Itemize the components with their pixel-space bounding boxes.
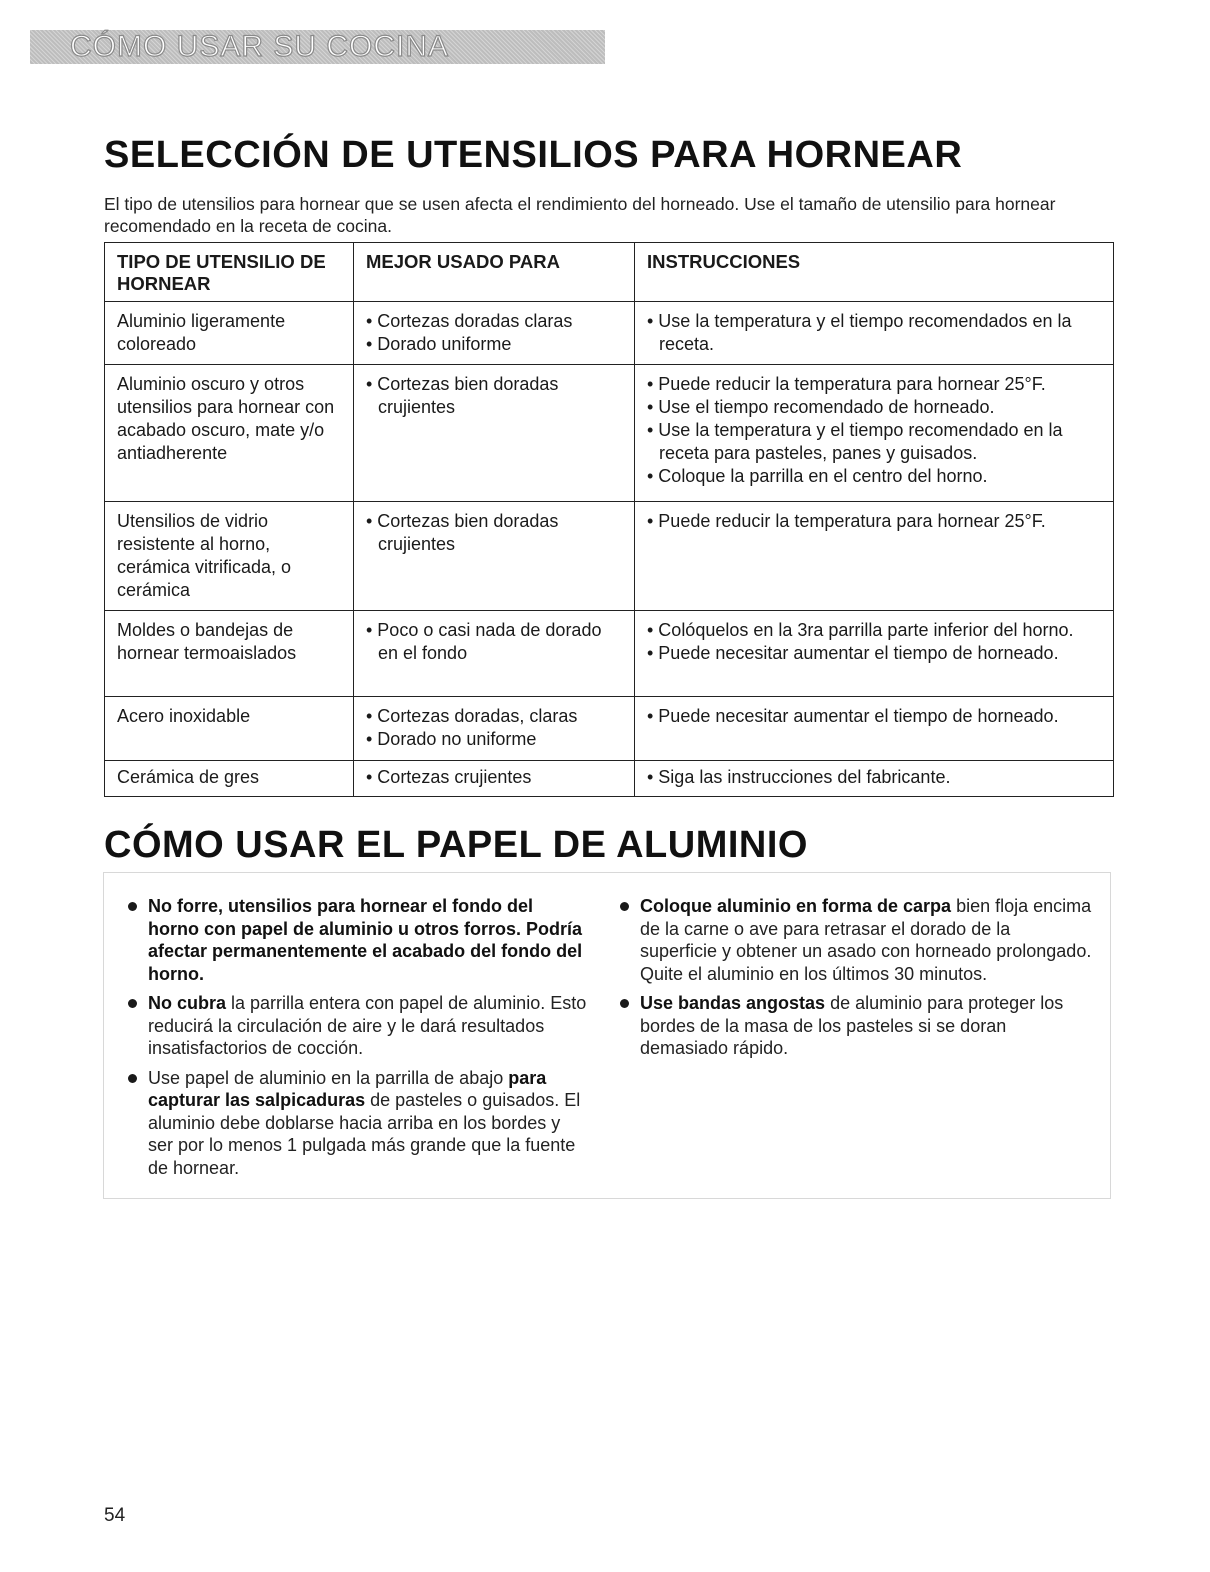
column-header-type: TIPO DE UTENSILIO DE HORNEAR: [105, 243, 354, 302]
list-item: [618, 895, 1092, 985]
cell-instructions: [635, 611, 1114, 697]
instruction-item: • Coloque la parrilla en el centro del horno.: [647, 466, 988, 486]
best-for-item: • Cortezas bien doradas crujientes: [366, 374, 559, 417]
instruction-item: • Colóquelos en la 3ra parrilla parte inferior del horno.: [647, 620, 1074, 640]
page-number: 54: [104, 1505, 126, 1526]
section-header-label: CÓMO USAR SU COCINA: [70, 30, 450, 63]
cell-type: Cerámica de gres: [105, 761, 354, 797]
cell-type: Acero inoxidable: [105, 697, 354, 761]
table-row: [105, 365, 1114, 502]
list-item: [618, 992, 1092, 1060]
best-for-item: • Cortezas bien doradas crujientes: [366, 511, 559, 554]
instruction-item: • Puede reducir la temperatura para hornear 25°F.: [647, 374, 1046, 394]
instruction-item: • Puede necesitar aumentar el tiempo de horneado.: [647, 706, 1059, 726]
table-row: [105, 302, 1114, 365]
instruction-item: • Use la temperatura y el tiempo recomendados en la receta.: [647, 311, 1072, 354]
bakeware-table: [104, 242, 1114, 797]
foil-tip-text: la parrilla entera con papel de aluminio. Esto reducirá la circulación de aire y le dará resultados insatisfactorios de cocción.: [148, 993, 587, 1058]
cell-type: Moldes o bandejas de hornear termoaislados: [105, 611, 354, 697]
table-row: [105, 697, 1114, 761]
bullet-icon: [620, 999, 629, 1008]
foil-tips-right-column: [618, 895, 1092, 1067]
cell-instructions: [635, 302, 1114, 365]
best-for-item: • Cortezas crujientes: [366, 767, 532, 787]
instruction-item: • Puede necesitar aumentar el tiempo de horneado.: [647, 643, 1059, 663]
foil-title: CÓMO USAR EL PAPEL DE ALUMINIO: [104, 824, 808, 866]
best-for-item: • Dorado uniforme: [366, 334, 512, 354]
instruction-item: • Siga las instrucciones del fabricante.: [647, 767, 951, 787]
column-header-instructions: INSTRUCCIONES: [635, 243, 1114, 302]
instruction-item: • Use la temperatura y el tiempo recomendado en la receta para pasteles, panes y guisados.: [647, 420, 1063, 463]
instruction-item: • Use el tiempo recomendado de horneado.: [647, 397, 995, 417]
bullet-icon: [128, 999, 137, 1008]
foil-tip-pre: Use papel de aluminio en la parrilla de abajo: [148, 1067, 509, 1088]
cell-instructions: [635, 761, 1114, 797]
best-for-item: • Dorado no uniforme: [366, 729, 537, 749]
cell-instructions: [635, 502, 1114, 611]
table-header-row: [105, 243, 1114, 302]
best-for-item: • Cortezas doradas, claras: [366, 706, 578, 726]
list-item: [126, 1067, 588, 1180]
cell-type: Utensilios de vidrio resistente al horno, cerámica vitrificada, o cerámica: [105, 502, 354, 611]
foil-tip-text: bien floja encima de la carne o ave para retrasar el dorado de la superficie y obtener un asado con horneado prolongado. Quite el aluminio en los últimos 30 minutos.: [640, 896, 1092, 984]
bakeware-intro: El tipo de utensilios para hornear que se usen afecta el rendimiento del horneado. Use el tamaño de utensilio para hornear recomendado en la receta de cocina.: [104, 194, 1056, 236]
column-header-best-for: MEJOR USADO PARA: [354, 243, 635, 302]
bullet-icon: [128, 902, 137, 911]
foil-tips-box: [103, 872, 1111, 1199]
cell-best-for: [354, 761, 635, 797]
cell-best-for: [354, 365, 635, 502]
foil-tip-bold: para capturar las salpicaduras: [148, 1067, 547, 1110]
cell-best-for: [354, 502, 635, 611]
foil-tip-bold: No cubra: [148, 993, 227, 1013]
foil-tip-bold: Coloque aluminio en forma de carpa: [640, 896, 952, 916]
cell-instructions: [635, 365, 1114, 502]
table-row: [105, 611, 1114, 697]
bullet-icon: [620, 902, 629, 911]
cell-instructions: [635, 697, 1114, 761]
foil-tip-text: de pasteles o guisados. El aluminio debe doblarse hacia arriba en los bordes y ser por lo menos 1 pulgada más grande que la fuente de hornear.: [148, 1090, 581, 1178]
instruction-item: • Puede reducir la temperatura para hornear 25°F.: [647, 511, 1046, 531]
list-item: [126, 992, 588, 1060]
table-row: [105, 502, 1114, 611]
foil-tip-text: de aluminio para proteger los bordes de la masa de los pasteles si se doran demasiado rápido.: [640, 993, 1064, 1058]
foil-tip-bold: Use bandas angostas: [640, 993, 826, 1013]
foil-tips-left-column: [126, 895, 588, 1186]
cell-type: Aluminio oscuro y otros utensilios para hornear con acabado oscuro, mate y/o antiadherente: [105, 365, 354, 502]
cell-best-for: [354, 611, 635, 697]
list-item: [126, 895, 588, 985]
table-row: [105, 761, 1114, 797]
bullet-icon: [128, 1074, 137, 1083]
section-header-bar: [30, 30, 605, 64]
cell-best-for: [354, 302, 635, 365]
cell-type: Aluminio ligeramente coloreado: [105, 302, 354, 365]
best-for-item: • Poco o casi nada de dorado en el fondo: [366, 620, 602, 663]
foil-tip-bold: No forre, utensilios para hornear el fondo del horno con papel de aluminio u otros forros. Podría afectar permanentemente el acabado del fondo del horno.: [148, 896, 583, 984]
best-for-item: • Cortezas doradas claras: [366, 311, 573, 331]
cell-best-for: [354, 697, 635, 761]
bakeware-title: SELECCIÓN DE UTENSILIOS PARA HORNEAR: [104, 134, 963, 176]
